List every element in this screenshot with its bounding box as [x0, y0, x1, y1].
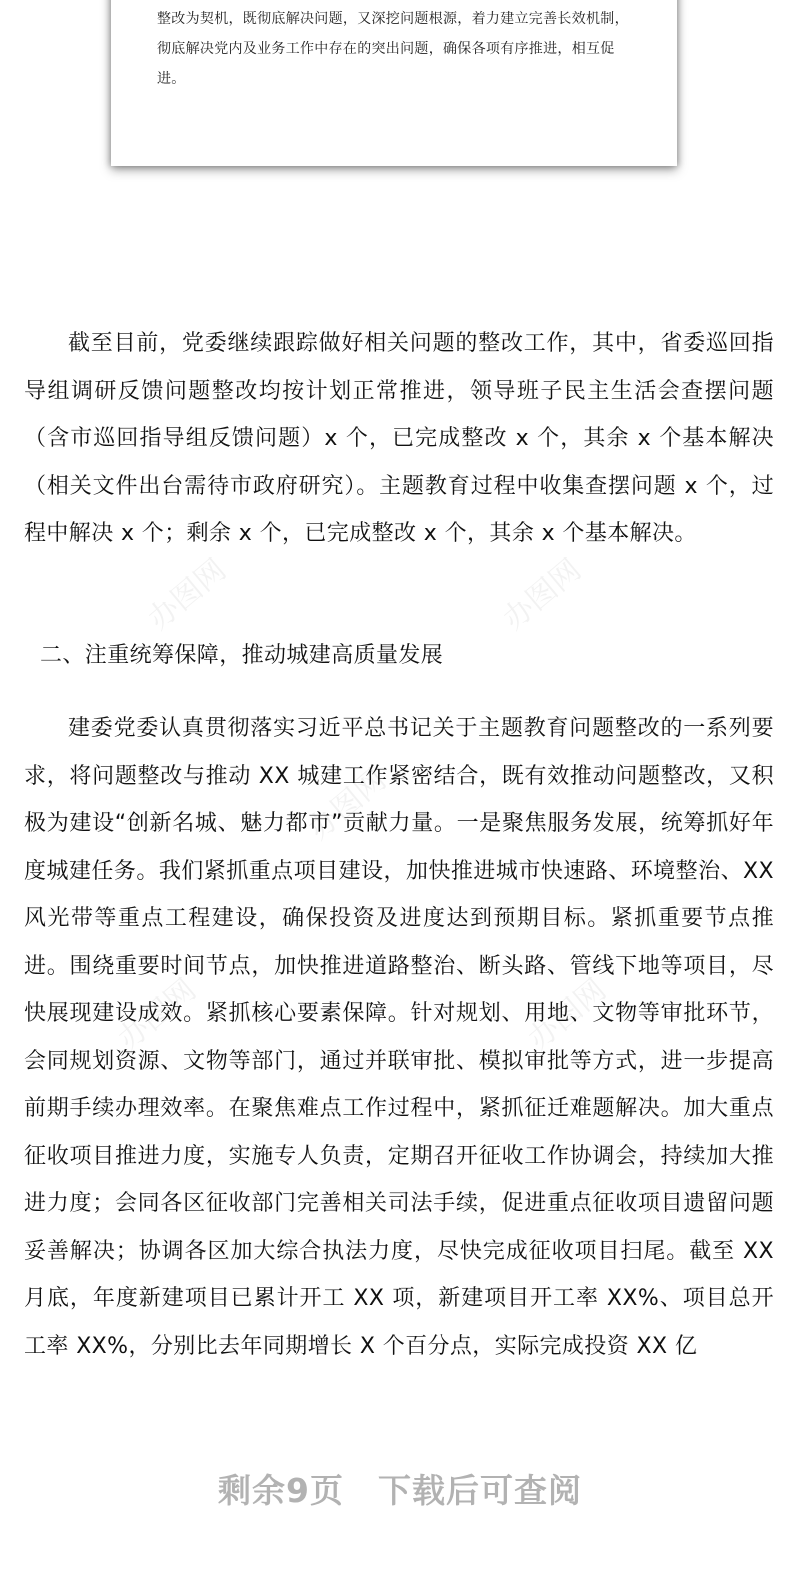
- watermark-text: 办图网: [111, 972, 203, 1058]
- download-prompt[interactable]: [0, 1466, 800, 1516]
- watermark-text: 办图网: [301, 762, 393, 848]
- body-paragraph-urban-construction: 建委党委认真贯彻落实习近平总书记关于主题教育问题整改的一系列要求，将问题整改与推动 XX 城建工作紧密结合，既有效推动问题整改，又积极为建设“创新名城、魅力都市”贡献力量。一是聚焦服务发展，统筹抓好年度城建任务。我们紧抓重点项目建设，加快推进城市快速路、环境整治、XX 风光带等重点工程建设，确保投资及进度达到预期目标。紧抓重要节点推进。围绕重要时间节点，加快推进道路整治、断头路、管线下地等项目，尽快展现建设成效。紧抓核心要素保障。针对规划、用地、文物等审批环节，会同规划资源、文物等部门，通过并联审批、模拟审批等方式，进一步提高前期手续办理效率。在聚焦难点工作过程中，紧抓征迁难题解决。加大重点征收项目推进力度，实施专人负责，定期召开征收工作协调会，持续加大推进力度；会同各区征收部门完善相关司法手续，促进重点征收项目遗留问题妥善解决；协调各区加大综合执法力度，尽快完成征收项目扫尾。截至 XX 月底，年度新建项目已累计开工 XX 项，新建项目开工率 XX%、项目总开工率 XX%，分别比去年同期增长 X 个百分点，实际完成投资 XX 亿: [24, 716, 774, 1359]
- body-paragraph-progress: 截至目前，党委继续跟踪做好相关问题的整改工作，其中，省委巡回指导组调研反馈问题整改均按计划正常推进，领导班子民主生活会查摆问题（含市巡回指导组反馈问题）x 个，已完成整改 x 个，其余 x 个基本解决（相关文件出台需待市政府研究）。主题教育过程中收集查摆问题 x 个，过程中解决 x 个；剩余 x 个，已完成整改 x 个，其余 x 个基本解决。: [24, 331, 774, 546]
- watermark-text: 办图网: [521, 972, 613, 1058]
- card-paragraph: 整改为契机，既彻底解决问题，又深挖问题根源，着力建立完善长效机制，彻底解决党内及业务工作中存在的突出问题，确保各项有序推进，相互促进。: [157, 11, 629, 87]
- section-heading: 二、注重统筹保障，推动城建高质量发展: [40, 643, 444, 668]
- remaining-pages-label: 剩余9页: [218, 1471, 344, 1510]
- watermark-text: 办图网: [141, 552, 233, 638]
- download-to-view-label: 下载后可查阅: [377, 1471, 582, 1510]
- watermark-text: 办图网: [496, 552, 588, 638]
- document-page-card: [111, 0, 677, 166]
